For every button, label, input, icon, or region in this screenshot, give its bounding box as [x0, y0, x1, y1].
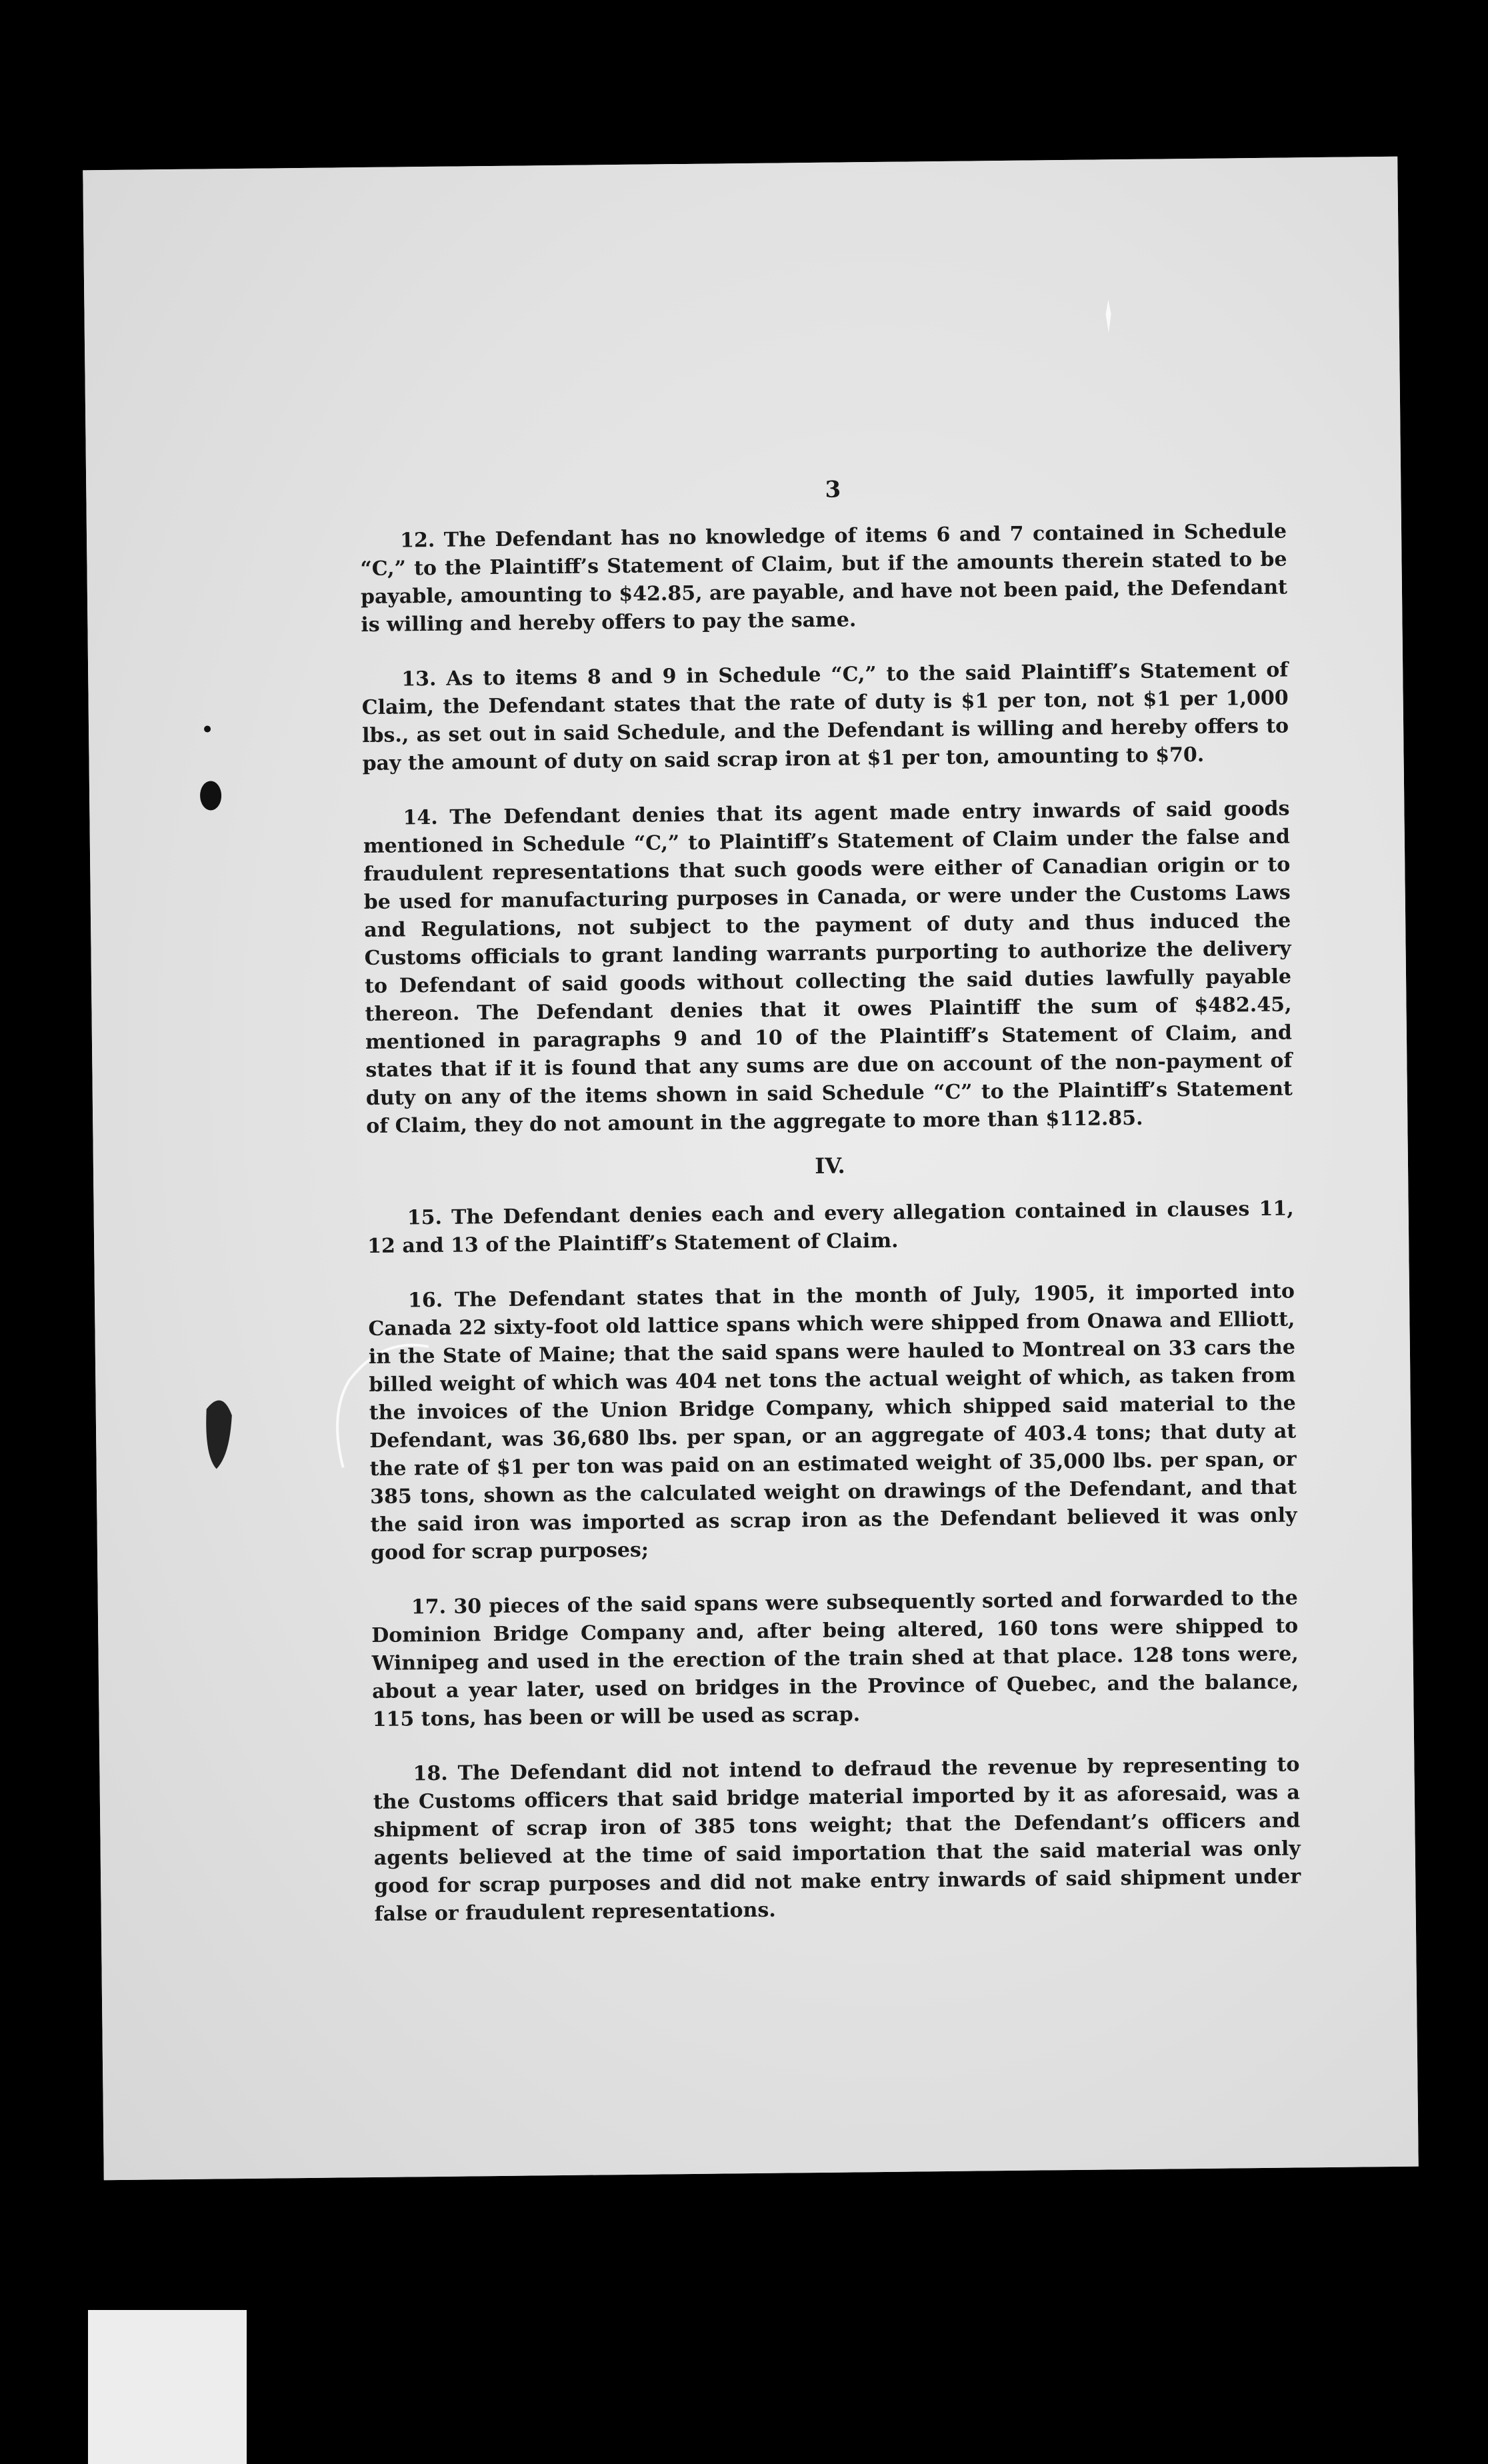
paragraph-14: 14. The Defendant denies that its agent made entry inwards of said goods mentioned in Schedule “C,” to Plaintiff’s Statement of Claim under the false and fraudulent representations that such goods were either of Canadian origin or to be used for manufacturing purposes in Canada, or were under the Customs Laws and Regulations, not subject to the payment of duty and thus induced the Customs officials to grant landing warrants purporting to authorize the delivery to Defendant of said goods without collecting the said duties lawfully payable thereon. The Defendant denies that it owes Plaintiff the sum of $482.45, mentioned in paragraphs 9 and 10 of the Plaintiff’s Statement of Claim, and states that if it is found that any sums are due on account of the non-payment of duty on any of the items shown in said Schedule “C” to the Plaintiff’s Statement of Claim, they do not amount in the aggregate to more than $112.85. — [363, 797, 1293, 1139]
film-frame-tab — [88, 2310, 247, 2464]
paragraph-15: 15. The Defendant denies each and every allegation contained in clauses 11, 12 and 13 of the Plaintiff’s Statement of Claim. — [367, 1197, 1294, 1259]
paragraph-16: 16. The Defendant states that in the month of July, 1905, it imported into Canada 22 sixty-foot old lattice spans which were shipped from Onawa and Elliott, in the State of Maine; that the said spans were hauled to Montreal on 33 cars the billed weight of which was 404 net tons the actual weight of which, as taken from the invoices of the Union Bridge Company, which shipped said material to the Defendant, was 36,680 lbs. per span, or an aggregate of 403.4 tons; that duty at the rate of $1 per ton was paid on an estimated weight of 35,000 lbs. per span, or 385 tons, shown as the calculated weight on drawings of the Defendant, and that the said iron was imported as scrap iron as the Defendant believed it was only good for scrap purposes; — [368, 1279, 1297, 1565]
paragraph-17: 17. 30 pieces of the said spans were subsequently sorted and forwarded to the Dominion Bridge Company and, after being altered, 160 tons were shipped to Winnipeg and used in the erection of the train shed at that place. 128 tons were, about a year later, used on bridges in the Province of Quebec, and the balance, 115 tons, has been or will be used as scrap. — [371, 1586, 1299, 1731]
paragraph-12: 12. The Defendant has no knowledge of items 6 and 7 contained in Schedule “C,” to the Plaintiff’s Statement of Claim, but if the amounts therein stated to be payable, amounting to $42.85, are payable, and have not been paid, the Defendant is willing and hereby offers to pay the same. — [360, 519, 1288, 637]
binding-holes — [195, 715, 244, 1516]
document-page — [83, 157, 1418, 2180]
paragraph-13: 13. As to items 8 and 9 in Schedule “C,” to the said Plaintiff’s Statement of Claim, the Defendant states that the rate of duty is $1 per ton, not $1 per 1,000 lbs., as set out in said Schedule, and the Defendant is willing and hereby offers to pay the amount of duty on said scrap iron at $1 per ton, amounting to $70. — [361, 658, 1289, 776]
section-heading: IV. — [815, 1153, 845, 1179]
page-number: 3 — [825, 476, 841, 503]
pin-hole-mark — [1104, 299, 1113, 333]
document-body — [359, 471, 1301, 1955]
paragraph-18: 18. The Defendant did not intend to defraud the revenue by representing to the Customs officers that said bridge material imported by it as aforesaid, was a shipment of scrap iron of 385 tons weight; that the Defendant’s officers and agents believed at the time of said importation that the said material was only good for scrap purposes and did not make entry inwards of said shipment under false or fraudulent representations. — [373, 1753, 1301, 1926]
